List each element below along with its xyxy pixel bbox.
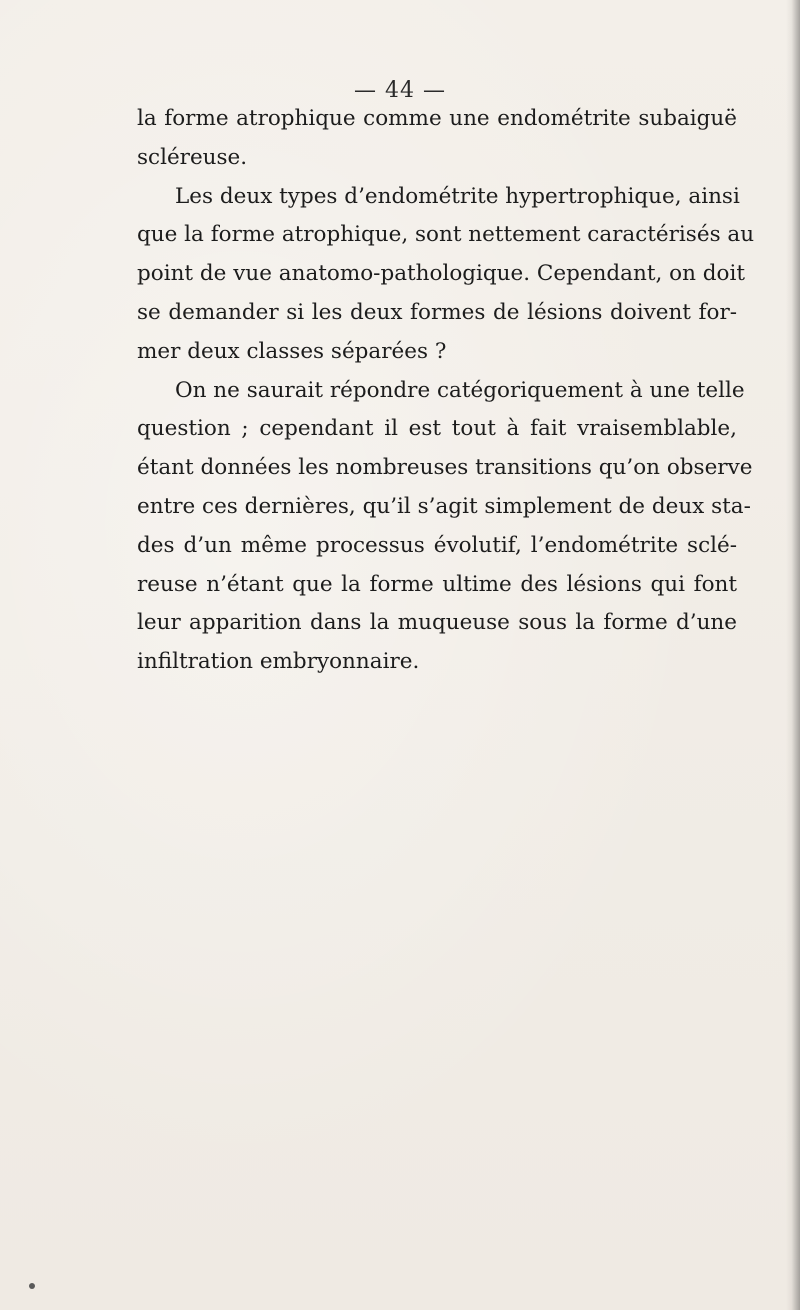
text-line: Les deux types d’endométrite hypertrophique, ainsi (175, 183, 740, 209)
text-line: On ne saurait répondre catégoriquement à une telle (175, 377, 745, 403)
text-line: étant données les nombreuses transitions qu’on observe (137, 455, 753, 481)
page-number: — 44 — (354, 78, 446, 103)
text-line: question ; cependant il est tout à fait vraisemblable, (137, 416, 737, 442)
text-line: scléreuse. (137, 144, 248, 170)
text-line: reuse n’étant que la forme ultime des lésions qui font (137, 571, 737, 597)
text-line: point de vue anatomo-pathologique. Cependant, on doit (137, 261, 746, 287)
paper-speck (29, 1283, 35, 1289)
text-line: que la forme atrophique, sont nettement caractérisés au (137, 222, 755, 248)
text-line: leur apparition dans la muqueuse sous la forme d’une (137, 610, 737, 636)
text-line: mer deux classes séparées ? (137, 338, 447, 364)
text-line: entre ces dernières, qu’il s’agit simplement de deux sta- (137, 493, 751, 519)
page-edge-shadow (786, 0, 800, 1310)
text-line: des d’un même processus évolutif, l’endométrite sclé- (137, 532, 737, 558)
body-text (137, 100, 755, 682)
text-line: la forme atrophique comme une endométrite subaiguë (137, 106, 737, 131)
text-line: infiltration embryonnaire. (137, 649, 420, 675)
text-line: se demander si les deux formes de lésions doivent for- (137, 299, 737, 325)
